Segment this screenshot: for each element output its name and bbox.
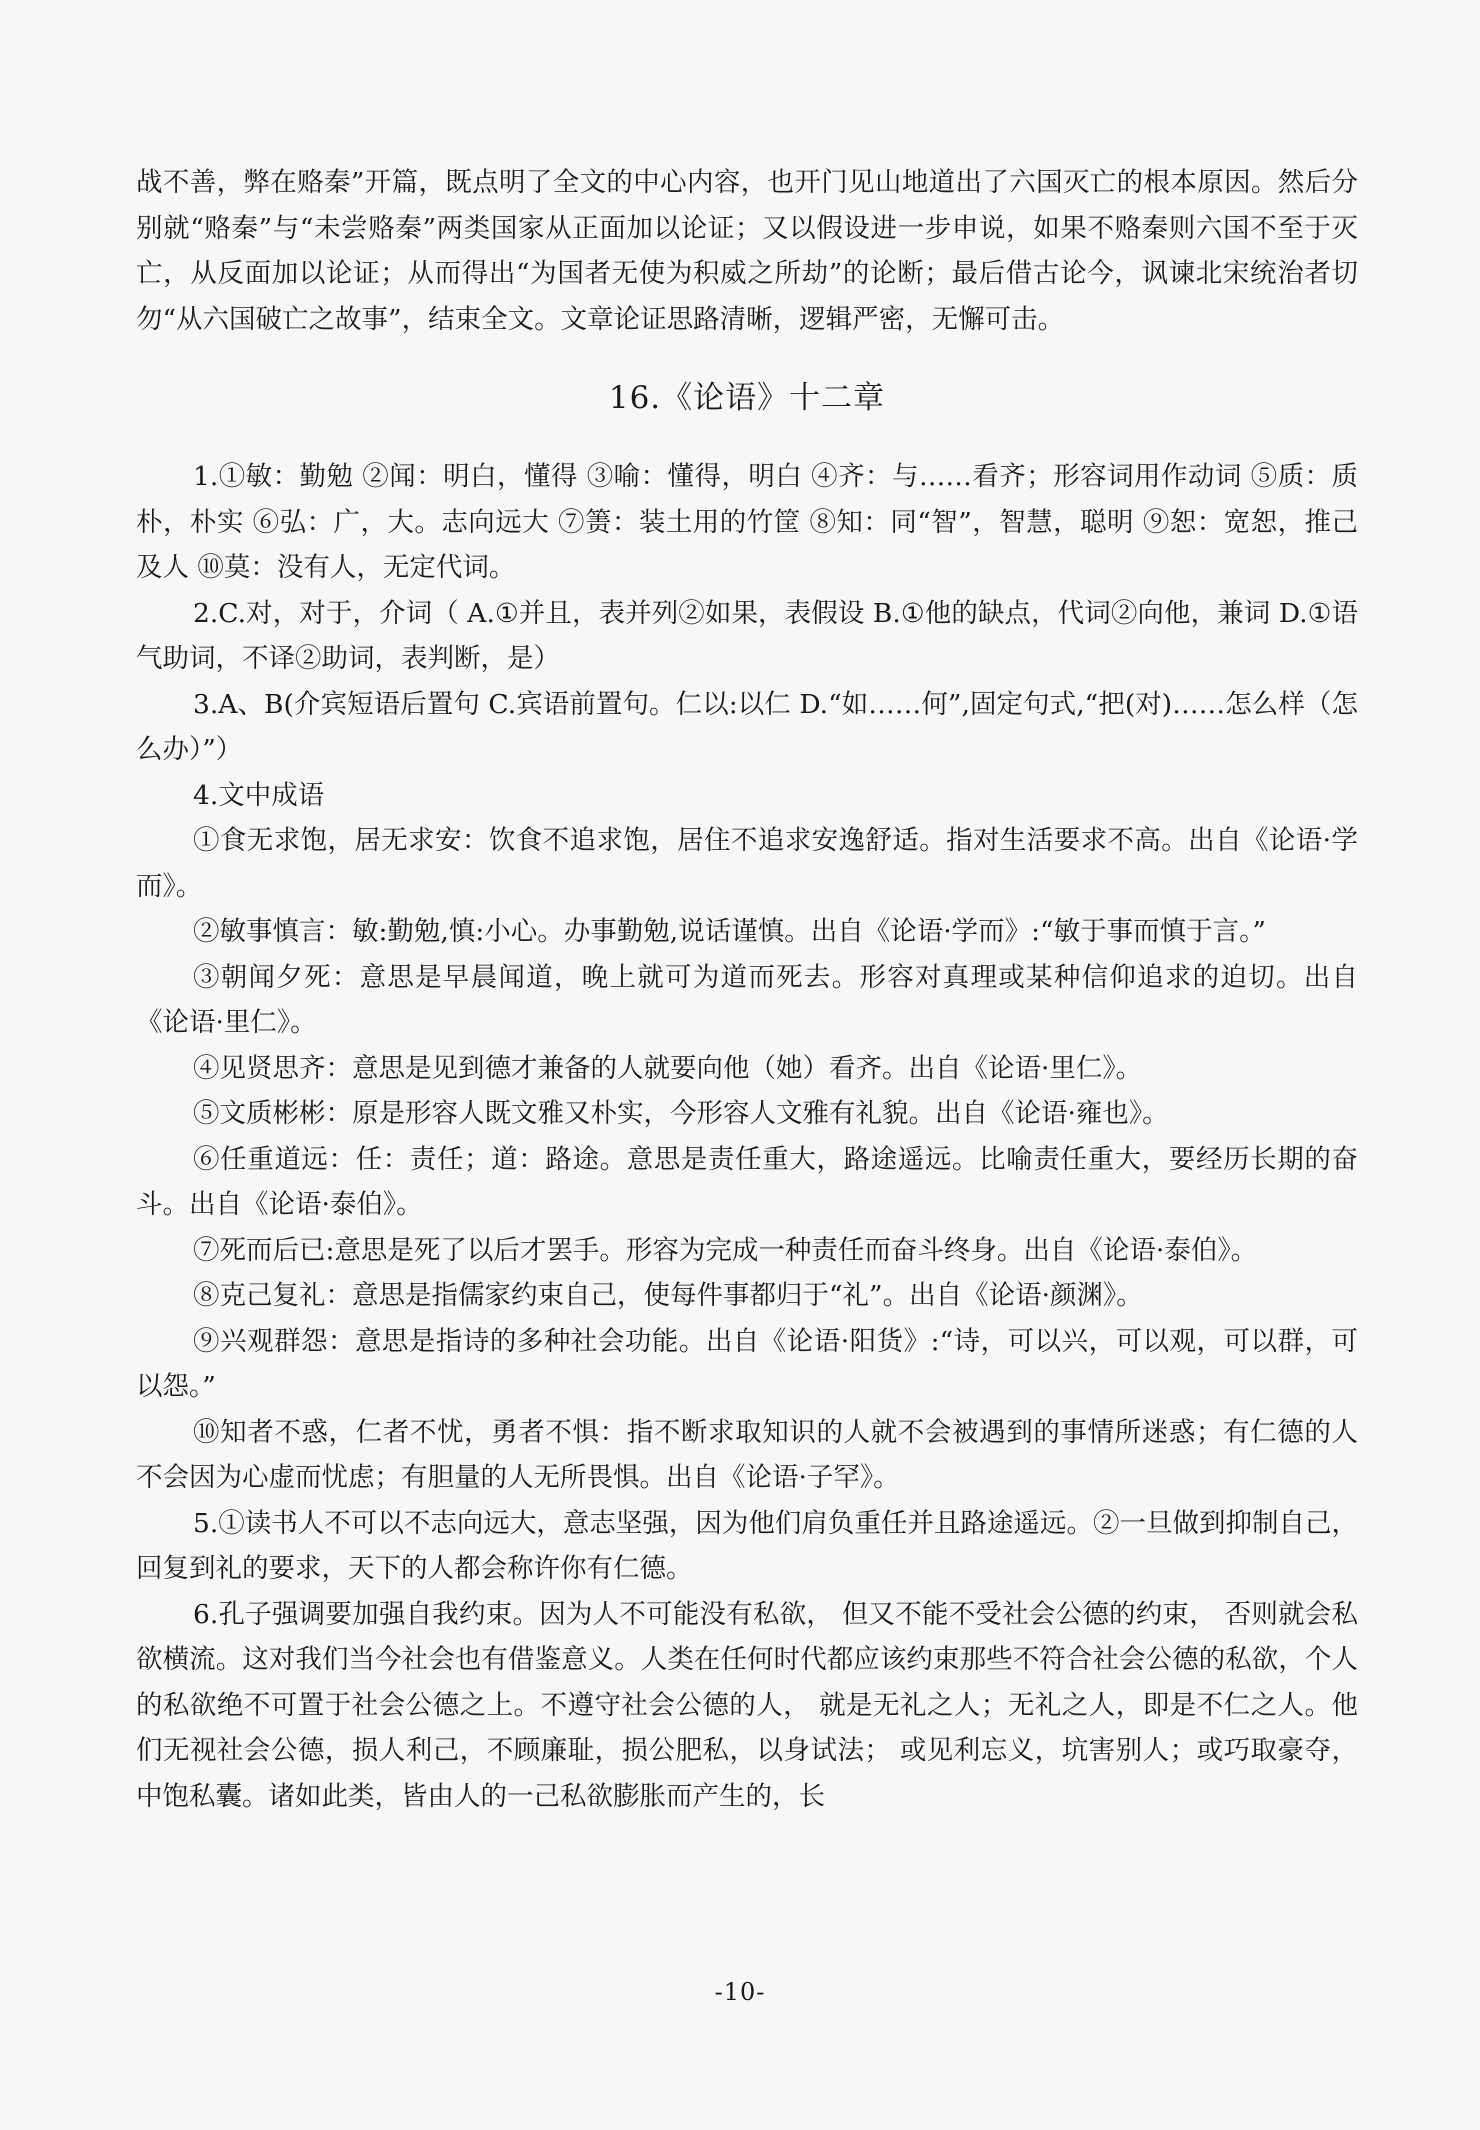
idiom-2: ②敏事慎言：敏:勤勉,慎:小心。办事勤勉,说话谨慎。出自《论语·学而》:“敏于事而慎于言。”	[193, 916, 1266, 947]
idiom-7: ⑦死而后已:意思是死了以后才罢手。形容为完成一种责任而奋斗终身。出自《论语·泰伯》。	[193, 1234, 1258, 1266]
answer-4-heading: 4.文中成语	[193, 779, 325, 811]
idiom-3: ③朝闻夕死：意思是早晨闻道，晚上就可为道而死去。形容对真理或某种信仰追求的迫切。出自《论语·里仁》。	[136, 961, 1358, 1038]
idiom-1: ①食无求饱，居无求安：饮食不追求饱，居住不追求安逸舒适。指对生活要求不高。出自《论语·学而》。	[136, 825, 1358, 902]
section-title: 16.《论语》十二章	[608, 380, 886, 416]
idiom-10: ⑩知者不惑，仁者不忧，勇者不惧：指不断求取知识的人就不会被遇到的事情所迷惑；有仁德的人不会因为心虚而忧虑；有胆量的人无所畏惧。出自《论语·子罕》。	[136, 1416, 1358, 1493]
idiom-6: ⑥任重道远：任：责任；道：路途。意思是责任重大，路途遥远。比喻责任重大，要经历长期的奋斗。出自《论语·泰伯》。	[136, 1143, 1358, 1220]
page-number: -10-	[714, 1978, 766, 2006]
idiom-5: ⑤文质彬彬：原是形容人既文雅又朴实，今形容人文雅有礼貌。出自《论语·雍也》。	[193, 1098, 1169, 1129]
answer-1: 1.①敏：勤勉 ②闻：明白，懂得 ③喻：懂得，明白 ④齐：与……看齐；形容词用作动词 ⑤质：质朴，朴实 ⑥弘：广，大。志向远大 ⑦箦：装土用的竹筐 ⑧知：同“智”，智慧，聪明 ⑨恕：宽恕，推己及人 ⑩莫：没有人，无定代词。	[136, 461, 1358, 583]
answer-2: 2.C.对，对于，介词（ A.①并且，表并列②如果，表假设 B.①他的缺点，代词②向他，兼词 D.①语气助词，不译②助词，表判断，是）	[136, 597, 1358, 674]
answer-6: 6.孔子强调要加强自我约束。因为人不可能没有私欲， 但又不能不受社会公德的约束， 否则就会私欲横流。这对我们当今社会也有借鉴意义。人类在任何时代都应该约束那些不符合社会公德的私欲，个人的私欲绝不可置于社会公德之上。不遵守社会公德的人， 就是无礼之人；无礼之人，即是不仁之人。他们无视社会公德，损人利己，不顾廉耻，损公肥私，以身试法； 或见利忘义，坑害别人；或巧取豪夺，中饱私囊。诸如此类，皆由人的一己私欲膨胀而产生的，长	[136, 1598, 1358, 1812]
idiom-9: ⑨兴观群怨：意思是指诗的多种社会功能。出自《论语·阳货》:“诗，可以兴，可以观，可以群，可以怨。”	[136, 1325, 1358, 1402]
idiom-4: ④见贤思齐：意思是见到德才兼备的人就要向他（她）看齐。出自《论语·里仁》。	[193, 1052, 1143, 1084]
answer-3: 3.A、B(介宾短语后置句 C.宾语前置句。仁以:以仁 D.“如……何”,固定句式,“把(对)……怎么样（怎么办）”）	[136, 688, 1358, 765]
intro-paragraph: 战不善，弊在赂秦”开篇，既点明了全文的中心内容，也开门见山地道出了六国灭亡的根本原因。然后分别就“赂秦”与“未尝赂秦”两类国家从正面加以论证；又以假设进一步申说，如果不赂秦则六国不至于灭亡，从反面加以论证；从而得出“为国者无使为积威之所劫”的论断；最后借古论今，讽谏北宋统治者切勿“从六国破亡之故事”，结束全文。文章论证思路清晰，逻辑严密，无懈可击。	[136, 167, 1358, 335]
answer-5: 5.①读书人不可以不志向远大，意志坚强，因为他们肩负重任并且路途遥远。②一旦做到抑制自己，回复到礼的要求，天下的人都会称许你有仁德。	[136, 1507, 1358, 1584]
idiom-8: ⑧克己复礼：意思是指儒家约束自己，使每件事都归于“礼”。出自《论语·颜渊》。	[193, 1280, 1143, 1311]
